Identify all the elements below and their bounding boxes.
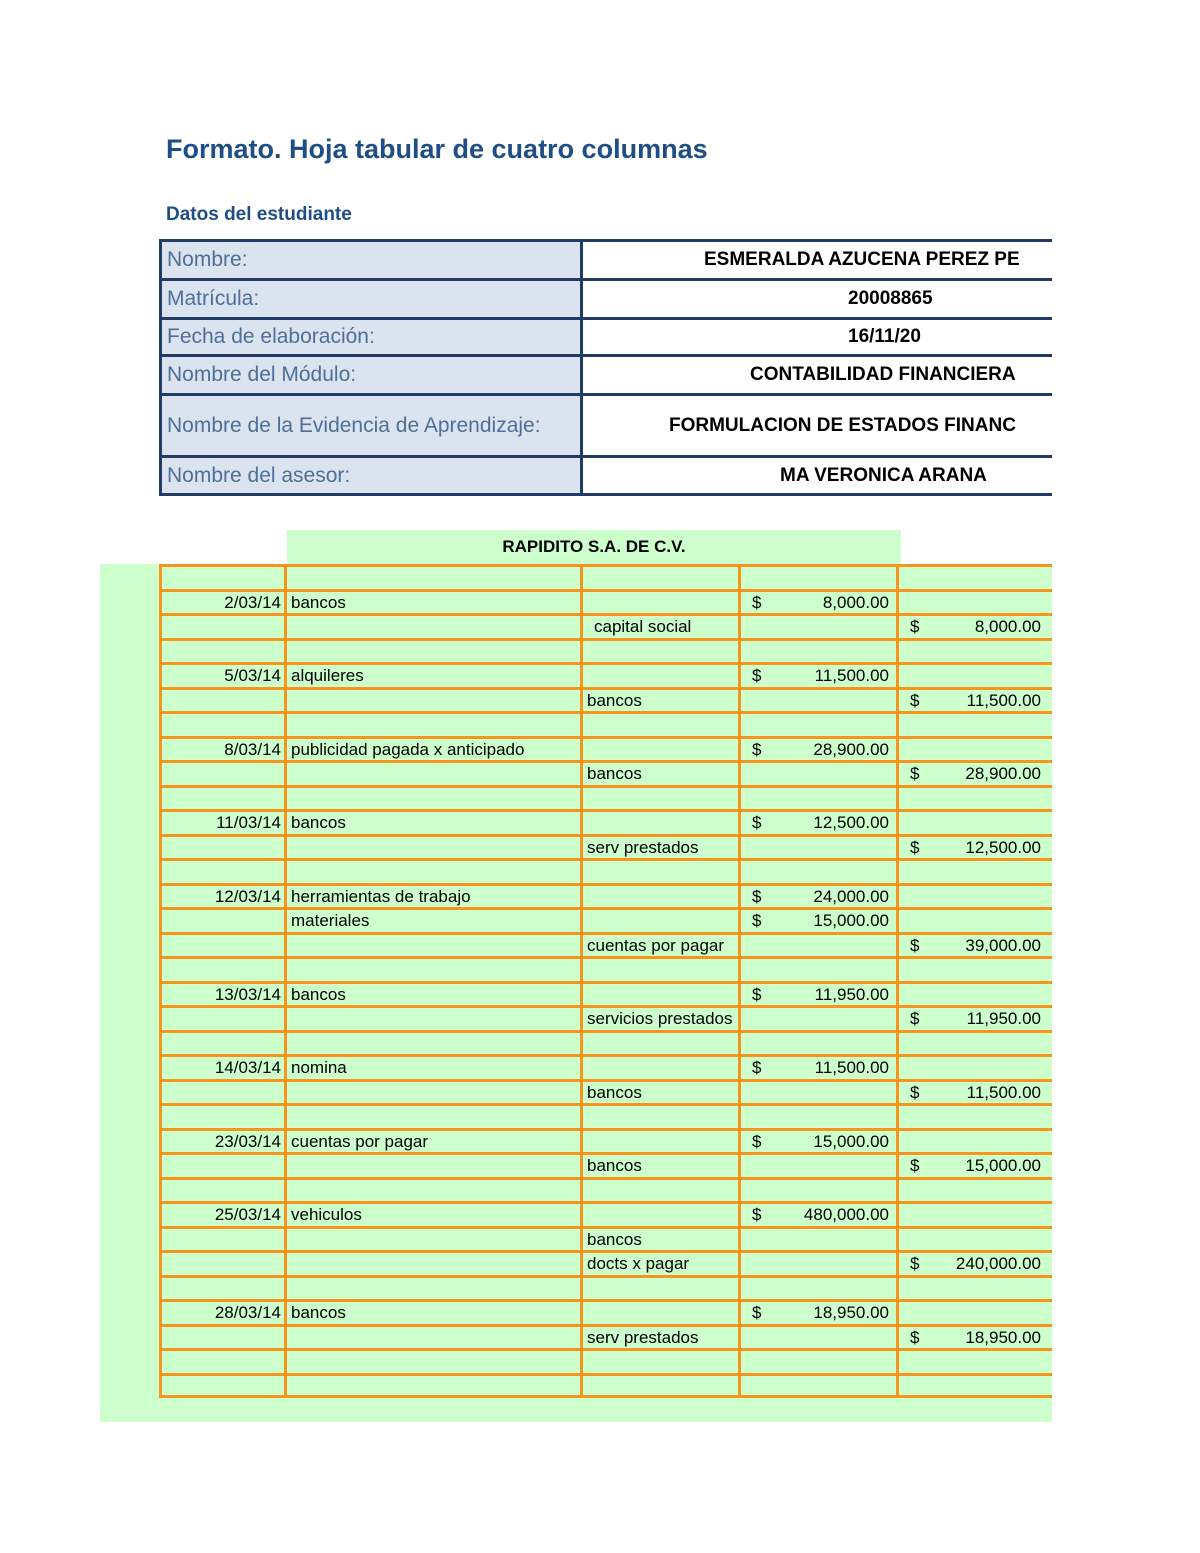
info-row xyxy=(162,396,1052,455)
table-row xyxy=(159,1277,1052,1302)
debit-amount: 11,500.00 xyxy=(814,666,889,686)
table-row xyxy=(159,1179,1052,1204)
grid-line xyxy=(159,907,1052,910)
grid-line xyxy=(159,932,1052,935)
grid-line xyxy=(159,662,1052,665)
info-value xyxy=(586,281,1052,317)
debit-amount: 11,500.00 xyxy=(814,1058,889,1078)
info-value-text: FORMULACION DE ESTADOS FINANC xyxy=(669,414,1016,436)
table-row xyxy=(159,762,1052,787)
info-label: Nombre del Módulo: xyxy=(162,357,583,393)
grid-line xyxy=(159,564,1052,567)
info-value xyxy=(586,357,1052,393)
grid-line xyxy=(284,564,287,1398)
debit-amount: 480,000.00 xyxy=(803,1205,889,1225)
grid-line xyxy=(159,687,1052,690)
credit-currency: $ xyxy=(910,1082,920,1102)
grid-line xyxy=(159,1201,1052,1204)
table-row xyxy=(159,909,1052,934)
entry-date: 11/03/14 xyxy=(216,813,281,833)
table-row xyxy=(159,1228,1052,1253)
credit-currency: $ xyxy=(910,764,920,784)
credit-amount: 11,950.00 xyxy=(966,1009,1041,1029)
entry-date: 23/03/14 xyxy=(214,1131,281,1151)
debit-account: bancos xyxy=(291,984,346,1004)
grid-line xyxy=(159,809,1052,812)
table-row xyxy=(159,836,1052,861)
debit-currency: $ xyxy=(752,666,762,686)
info-row xyxy=(162,242,1052,278)
credit-currency: $ xyxy=(910,837,920,857)
table-row xyxy=(159,1350,1052,1375)
table-row xyxy=(159,1301,1052,1326)
credit-amount: 8,000.00 xyxy=(974,617,1041,637)
credit-currency: $ xyxy=(910,1009,920,1029)
table-row xyxy=(159,1252,1052,1277)
info-value xyxy=(586,320,1052,354)
debit-currency: $ xyxy=(752,1205,762,1225)
page-title: Formato. Hoja tabular de cuatro columnas xyxy=(166,134,708,164)
student-info-table xyxy=(159,239,1052,496)
grid-line xyxy=(896,564,899,1398)
credit-amount: 11,500.00 xyxy=(966,690,1041,710)
debit-amount: 15,000.00 xyxy=(813,1131,889,1151)
debit-amount: 18,950.00 xyxy=(813,1303,889,1323)
entry-date: 28/03/14 xyxy=(214,1303,281,1323)
info-label: Nombre de la Evidencia de Aprendizaje: xyxy=(162,396,583,455)
info-value-text: CONTABILIDAD FINANCIERA xyxy=(750,364,1016,385)
info-value-text: ESMERALDA AZUCENA PEREZ PE xyxy=(704,249,1020,270)
entry-date: 8/03/14 xyxy=(224,739,281,759)
debit-currency: $ xyxy=(752,1058,762,1078)
info-label: Matrícula: xyxy=(162,281,583,317)
table-row xyxy=(159,885,1052,910)
debit-amount: 15,000.00 xyxy=(813,911,889,931)
table-row xyxy=(159,860,1052,885)
debit-account: vehiculos xyxy=(291,1205,362,1225)
table-row xyxy=(159,1056,1052,1081)
credit-currency: $ xyxy=(910,1327,920,1347)
table-row xyxy=(159,1081,1052,1106)
grid-line xyxy=(159,736,1052,739)
debit-account: materiales xyxy=(291,911,370,931)
debit-amount: 8,000.00 xyxy=(822,592,889,612)
credit-amount: 11,500.00 xyxy=(966,1082,1041,1102)
table-row xyxy=(159,811,1052,836)
credit-account: cuentas por pagar xyxy=(587,935,725,955)
info-value xyxy=(586,242,1052,278)
grid-line xyxy=(159,834,1052,837)
credit-account: bancos xyxy=(587,1229,642,1249)
grid-line xyxy=(159,858,1052,861)
grid-line xyxy=(159,1030,1052,1033)
credit-currency: $ xyxy=(910,935,920,955)
grid-line xyxy=(159,711,1052,714)
table-row xyxy=(159,591,1052,616)
grid-line xyxy=(159,1226,1052,1229)
table-row xyxy=(159,1326,1052,1351)
debit-account: bancos xyxy=(291,592,346,612)
credit-account: bancos xyxy=(587,690,642,710)
info-value-text: 20008865 xyxy=(848,288,933,309)
debit-currency: $ xyxy=(752,984,762,1004)
grid-line xyxy=(159,1348,1052,1351)
table-row xyxy=(159,1105,1052,1130)
entry-date: 12/03/14 xyxy=(214,886,281,906)
grid-line xyxy=(159,638,1052,641)
grid-line xyxy=(159,760,1052,763)
section-title: Datos del estudiante xyxy=(166,204,352,225)
debit-account: bancos xyxy=(291,813,346,833)
table-row xyxy=(159,983,1052,1008)
grid-line xyxy=(159,1395,1052,1398)
grid-line xyxy=(159,785,1052,788)
entry-date: 14/03/14 xyxy=(214,1058,281,1078)
grid-line xyxy=(159,1152,1052,1155)
credit-currency: $ xyxy=(910,690,920,710)
table-row xyxy=(159,1007,1052,1032)
table-row xyxy=(159,934,1052,959)
info-row xyxy=(162,458,1052,493)
debit-amount: 11,950.00 xyxy=(814,984,889,1004)
grid-line xyxy=(159,1324,1052,1327)
grid-line xyxy=(159,883,1052,886)
grid-line xyxy=(159,564,162,1398)
credit-account: serv prestados xyxy=(587,837,699,857)
table-row xyxy=(159,1154,1052,1179)
grid-line xyxy=(159,1275,1052,1278)
credit-currency: $ xyxy=(910,617,920,637)
table-row xyxy=(159,1130,1052,1155)
credit-account: bancos xyxy=(587,1082,642,1102)
grid-line xyxy=(159,1054,1052,1057)
credit-account: bancos xyxy=(587,764,642,784)
grid-line xyxy=(159,956,1052,959)
debit-currency: $ xyxy=(752,911,762,931)
credit-amount: 15,000.00 xyxy=(965,1156,1041,1176)
info-value xyxy=(586,458,1052,493)
debit-currency: $ xyxy=(752,1303,762,1323)
grid-line xyxy=(159,1128,1052,1131)
grid-line xyxy=(159,1177,1052,1180)
credit-amount: 18,950.00 xyxy=(965,1327,1041,1347)
info-value-text: 16/11/20 xyxy=(848,326,921,347)
table-row xyxy=(159,787,1052,812)
grid-line xyxy=(159,1079,1052,1082)
credit-currency: $ xyxy=(910,1254,920,1274)
table-row xyxy=(159,1203,1052,1228)
entry-date: 25/03/14 xyxy=(214,1205,281,1225)
grid-line xyxy=(159,1005,1052,1008)
debit-account: herramientas de trabajo xyxy=(291,886,471,906)
debit-currency: $ xyxy=(752,886,762,906)
debit-account: nomina xyxy=(291,1058,347,1078)
company-name: RAPIDITO S.A. DE C.V. xyxy=(287,530,901,564)
table-row xyxy=(159,738,1052,763)
debit-amount: 12,500.00 xyxy=(813,813,889,833)
grid-line xyxy=(159,589,1052,592)
debit-account: alquileres xyxy=(291,666,364,686)
grid-line xyxy=(159,1373,1052,1376)
credit-account: capital social xyxy=(594,617,692,637)
info-row xyxy=(162,320,1052,354)
entry-date: 5/03/14 xyxy=(224,666,281,686)
grid-line xyxy=(159,1250,1052,1253)
table-row xyxy=(159,1032,1052,1057)
debit-currency: $ xyxy=(752,592,762,612)
credit-amount: 39,000.00 xyxy=(965,935,1041,955)
debit-amount: 28,900.00 xyxy=(813,739,889,759)
table-row xyxy=(159,615,1052,640)
credit-amount: 28,900.00 xyxy=(965,764,1041,784)
table-row xyxy=(159,958,1052,983)
credit-account: serv prestados xyxy=(587,1327,699,1347)
entry-date: 13/03/14 xyxy=(214,984,281,1004)
debit-currency: $ xyxy=(752,739,762,759)
info-label: Nombre: xyxy=(162,242,583,278)
grid-line xyxy=(159,613,1052,616)
credit-amount: 240,000.00 xyxy=(955,1254,1041,1274)
credit-account: docts x pagar xyxy=(587,1254,690,1274)
debit-account: publicidad pagada x anticipado xyxy=(291,739,525,759)
credit-account: servicios prestados xyxy=(587,1009,733,1029)
info-row xyxy=(162,357,1052,393)
credit-account: bancos xyxy=(587,1156,642,1176)
entry-date: 2/03/14 xyxy=(224,592,281,612)
table-row xyxy=(159,640,1052,665)
debit-currency: $ xyxy=(752,813,762,833)
grid-line xyxy=(159,981,1052,984)
debit-account: cuentas por pagar xyxy=(291,1131,429,1151)
debit-currency: $ xyxy=(752,1131,762,1151)
debit-amount: 24,000.00 xyxy=(813,886,889,906)
info-row xyxy=(162,281,1052,317)
table-row xyxy=(159,713,1052,738)
table-row xyxy=(159,689,1052,714)
credit-currency: $ xyxy=(910,1156,920,1176)
info-label: Fecha de elaboración: xyxy=(162,320,583,354)
info-value-text: MA VERONICA ARANA xyxy=(780,464,987,486)
table-row xyxy=(159,664,1052,689)
credit-amount: 12,500.00 xyxy=(965,837,1041,857)
info-value xyxy=(586,396,1052,455)
debit-account: bancos xyxy=(291,1303,346,1323)
grid-line xyxy=(159,1103,1052,1106)
grid-line xyxy=(159,1299,1052,1302)
grid-line xyxy=(738,564,741,1398)
grid-line xyxy=(580,564,583,1398)
table-row xyxy=(159,566,1052,591)
journal-table xyxy=(159,564,1052,1398)
info-label: Nombre del asesor: xyxy=(162,458,583,493)
